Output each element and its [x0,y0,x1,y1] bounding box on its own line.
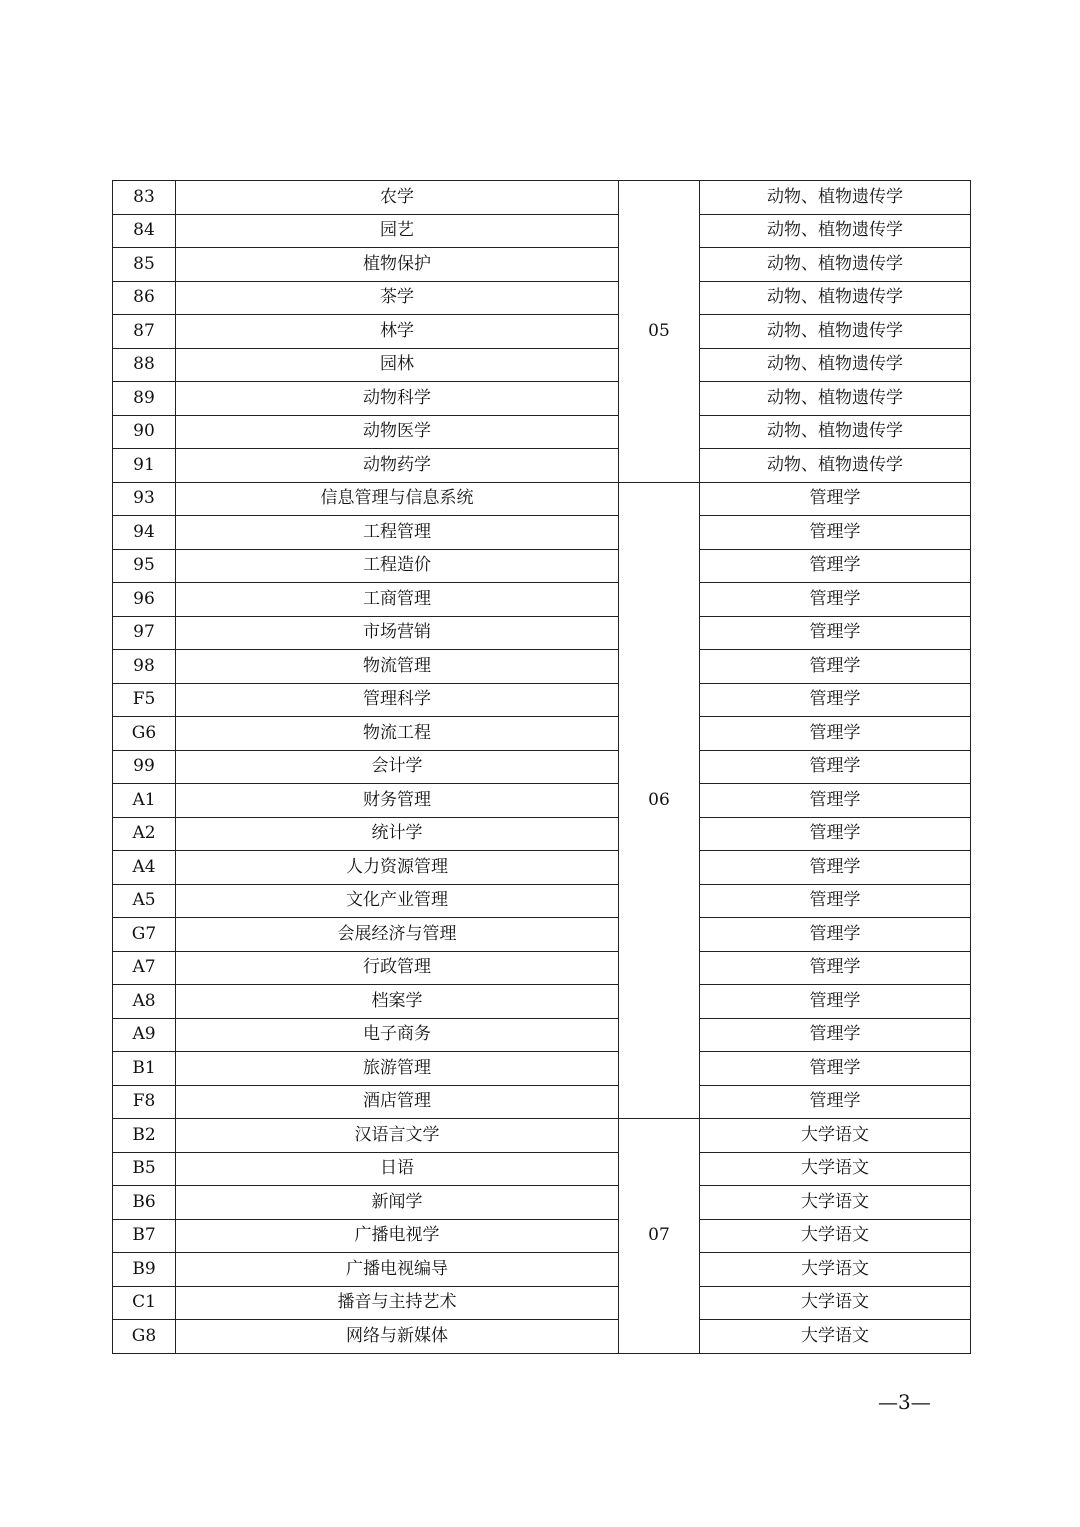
table-row [113,918,971,952]
table-row [113,214,971,248]
table-row [113,1286,971,1320]
major-name-cell: 管理科学 [176,683,619,717]
table-row [113,985,971,1019]
major-code-cell: C1 [113,1286,176,1320]
exam-subject-cell: 动物、植物遗传学 [700,248,971,282]
exam-subject-cell: 管理学 [700,516,971,550]
major-name-cell: 信息管理与信息系统 [176,482,619,516]
exam-subject-cell: 管理学 [700,482,971,516]
major-code-cell: A8 [113,985,176,1019]
major-code-cell: 95 [113,549,176,583]
major-name-cell: 电子商务 [176,1018,619,1052]
major-code-cell: F5 [113,683,176,717]
major-code-cell: 83 [113,181,176,215]
major-name-cell: 园艺 [176,214,619,248]
exam-subject-cell: 管理学 [700,951,971,985]
major-code-cell: 98 [113,650,176,684]
major-name-cell: 酒店管理 [176,1085,619,1119]
group-code-cell: 05 [619,181,700,483]
major-name-cell: 日语 [176,1152,619,1186]
major-code-cell: A4 [113,851,176,885]
table-row [113,382,971,416]
table-row [113,1320,971,1354]
major-name-cell: 物流工程 [176,717,619,751]
major-name-cell: 播音与主持艺术 [176,1286,619,1320]
page-number: —3— [878,1390,931,1414]
major-name-cell: 行政管理 [176,951,619,985]
table-row [113,549,971,583]
major-name-cell: 工商管理 [176,583,619,617]
exam-subject-cell: 动物、植物遗传学 [700,214,971,248]
major-code-cell: B9 [113,1253,176,1287]
major-name-cell: 广播电视编导 [176,1253,619,1287]
table-row [113,1186,971,1220]
major-name-cell: 广播电视学 [176,1219,619,1253]
major-code-cell: 97 [113,616,176,650]
major-code-cell: A9 [113,1018,176,1052]
major-code-cell: A2 [113,817,176,851]
major-table [112,180,971,1354]
exam-subject-cell: 动物、植物遗传学 [700,281,971,315]
table-row [113,851,971,885]
major-code-cell: F8 [113,1085,176,1119]
major-name-cell: 工程管理 [176,516,619,550]
major-name-cell: 财务管理 [176,784,619,818]
exam-subject-cell: 大学语文 [700,1119,971,1153]
major-code-cell: 86 [113,281,176,315]
table-row [113,750,971,784]
major-name-cell: 工程造价 [176,549,619,583]
table-row [113,583,971,617]
table-row [113,1253,971,1287]
exam-subject-cell: 大学语文 [700,1253,971,1287]
major-code-cell: B5 [113,1152,176,1186]
major-name-cell: 物流管理 [176,650,619,684]
table-row [113,248,971,282]
major-name-cell: 新闻学 [176,1186,619,1220]
major-code-cell: B7 [113,1219,176,1253]
table-row [113,449,971,483]
exam-subject-cell: 管理学 [700,918,971,952]
major-code-cell: B6 [113,1186,176,1220]
major-code-cell: A1 [113,784,176,818]
exam-subject-cell: 管理学 [700,616,971,650]
exam-subject-cell: 管理学 [700,784,971,818]
table-row [113,1018,971,1052]
table-row [113,516,971,550]
table-row [113,784,971,818]
table-row [113,482,971,516]
exam-subject-cell: 大学语文 [700,1320,971,1354]
major-name-cell: 旅游管理 [176,1052,619,1086]
exam-subject-cell: 大学语文 [700,1186,971,1220]
major-code-cell: 94 [113,516,176,550]
major-name-cell: 农学 [176,181,619,215]
exam-subject-cell: 管理学 [700,583,971,617]
table-row [113,951,971,985]
major-name-cell: 人力资源管理 [176,851,619,885]
major-code-cell: 85 [113,248,176,282]
major-name-cell: 会展经济与管理 [176,918,619,952]
major-name-cell: 市场营销 [176,616,619,650]
table-row [113,1219,971,1253]
table-row [113,281,971,315]
major-name-cell: 文化产业管理 [176,884,619,918]
major-code-cell: G7 [113,918,176,952]
exam-subject-cell: 动物、植物遗传学 [700,181,971,215]
major-code-cell: A5 [113,884,176,918]
exam-subject-cell: 管理学 [700,985,971,1019]
exam-subject-cell: 动物、植物遗传学 [700,382,971,416]
major-code-cell: 99 [113,750,176,784]
exam-subject-cell: 管理学 [700,1052,971,1086]
exam-subject-cell: 管理学 [700,750,971,784]
major-name-cell: 汉语言文学 [176,1119,619,1153]
major-name-cell: 茶学 [176,281,619,315]
exam-subject-cell: 大学语文 [700,1219,971,1253]
major-code-cell: 84 [113,214,176,248]
table-row [113,650,971,684]
exam-subject-cell: 动物、植物遗传学 [700,348,971,382]
table-row [113,315,971,349]
exam-subject-cell: 管理学 [700,884,971,918]
exam-subject-cell: 管理学 [700,1085,971,1119]
major-code-cell: 96 [113,583,176,617]
table-row [113,181,971,215]
major-name-cell: 林学 [176,315,619,349]
major-code-cell: 90 [113,415,176,449]
major-code-cell: G8 [113,1320,176,1354]
table-row [113,1052,971,1086]
major-code-cell: 93 [113,482,176,516]
table-row [113,817,971,851]
group-code-cell: 06 [619,482,700,1119]
major-name-cell: 网络与新媒体 [176,1320,619,1354]
table-row [113,717,971,751]
exam-subject-cell: 管理学 [700,1018,971,1052]
major-code-cell: 91 [113,449,176,483]
major-name-cell: 会计学 [176,750,619,784]
exam-subject-cell: 管理学 [700,851,971,885]
exam-subject-cell: 管理学 [700,549,971,583]
major-code-cell: 87 [113,315,176,349]
table-row [113,884,971,918]
table-row [113,415,971,449]
exam-subject-cell: 管理学 [700,717,971,751]
major-name-cell: 统计学 [176,817,619,851]
major-name-cell: 植物保护 [176,248,619,282]
exam-subject-cell: 动物、植物遗传学 [700,415,971,449]
table-row [113,683,971,717]
major-code-cell: B1 [113,1052,176,1086]
table-body [113,181,971,1354]
major-name-cell: 档案学 [176,985,619,1019]
exam-subject-cell: 动物、植物遗传学 [700,449,971,483]
exam-subject-cell: 动物、植物遗传学 [700,315,971,349]
major-name-cell: 园林 [176,348,619,382]
major-code-cell: A7 [113,951,176,985]
exam-subject-cell: 管理学 [700,817,971,851]
table-row [113,616,971,650]
major-name-cell: 动物医学 [176,415,619,449]
group-code-cell: 07 [619,1119,700,1354]
major-code-cell: 88 [113,348,176,382]
major-name-cell: 动物药学 [176,449,619,483]
table-row [113,1119,971,1153]
exam-subject-cell: 管理学 [700,683,971,717]
table-row [113,1152,971,1186]
table-row [113,1085,971,1119]
major-code-cell: B2 [113,1119,176,1153]
table-row [113,348,971,382]
major-code-cell: G6 [113,717,176,751]
exam-subject-cell: 管理学 [700,650,971,684]
major-name-cell: 动物科学 [176,382,619,416]
exam-subject-cell: 大学语文 [700,1152,971,1186]
major-code-cell: 89 [113,382,176,416]
exam-subject-cell: 大学语文 [700,1286,971,1320]
